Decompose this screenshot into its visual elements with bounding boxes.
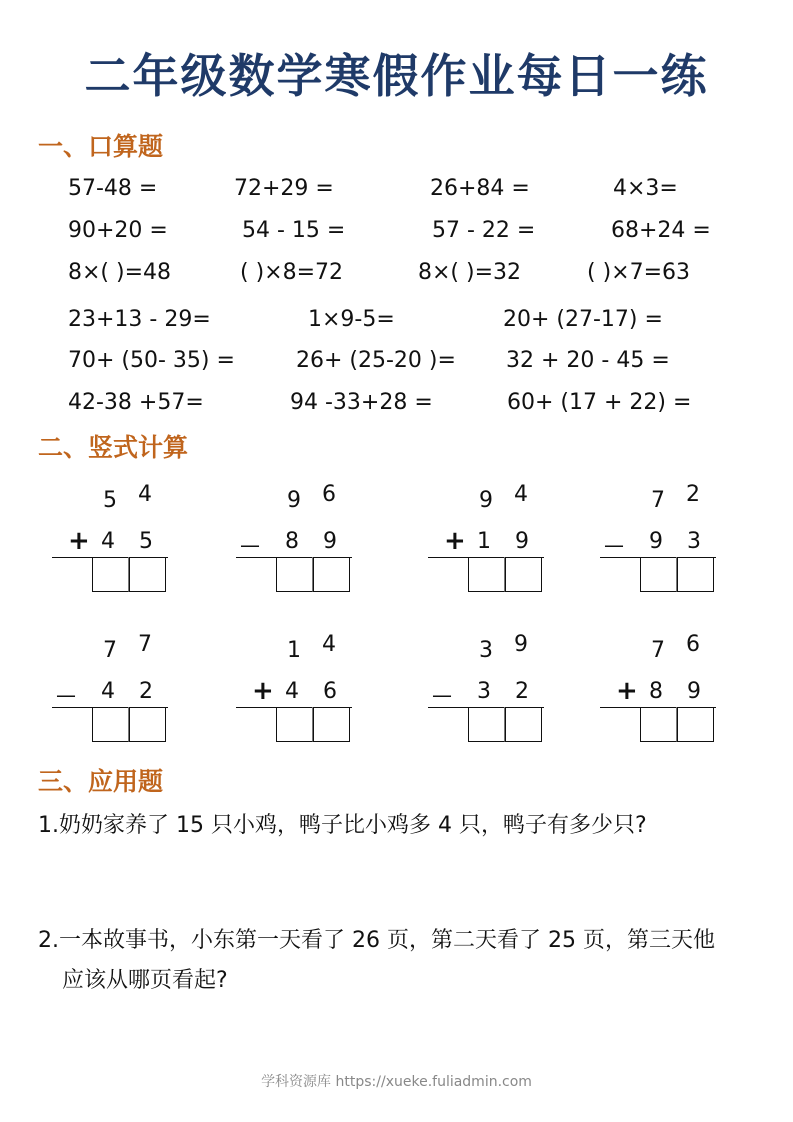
answer-box-ones[interactable] <box>128 707 166 742</box>
footer-watermark: 学科资源库 https://xueke.fuliadmin.com <box>261 1074 532 1090</box>
oral-item: 70+ (50- 35) = <box>68 348 235 373</box>
oral-item: ( )×7=63 <box>587 260 691 285</box>
bottom-ones-digit: 9 <box>687 679 701 704</box>
top-tens-digit: 9 <box>479 488 493 513</box>
top-ones-digit: 6 <box>322 482 336 507</box>
top-tens-digit: 7 <box>651 638 665 663</box>
bottom-ones-digit: 9 <box>323 529 337 554</box>
answer-box-ones[interactable] <box>504 707 542 742</box>
oral-item: 8×( )=32 <box>418 260 522 285</box>
oral-item: 94 -33+28 = <box>290 390 433 415</box>
oral-item: 90+20 = <box>68 218 168 243</box>
vertical-calculation <box>52 630 192 740</box>
vertical-calculation <box>600 630 740 740</box>
minus-sign: — <box>604 533 624 557</box>
vertical-calculation <box>600 480 740 590</box>
answer-box-tens[interactable] <box>468 707 506 742</box>
top-tens-digit: 1 <box>287 638 301 663</box>
top-tens-digit: 5 <box>103 488 117 513</box>
vertical-calculation <box>236 480 376 590</box>
top-ones-digit: 4 <box>322 632 336 657</box>
minus-sign: — <box>432 683 452 707</box>
word-problem-2-line-1: 2.一本故事书，小东第一天看了 26 页，第二天看了 25 页，第三天他 <box>38 928 715 953</box>
plus-sign: + <box>252 676 274 706</box>
answer-box-tens[interactable] <box>92 707 130 742</box>
top-ones-digit: 7 <box>138 632 152 657</box>
vertical-calculation <box>428 630 568 740</box>
bottom-ones-digit: 2 <box>515 679 529 704</box>
answer-box-ones[interactable] <box>312 557 350 592</box>
top-ones-digit: 4 <box>514 482 528 507</box>
top-tens-digit: 3 <box>479 638 493 663</box>
top-ones-digit: 9 <box>514 632 528 657</box>
oral-item: 26+ (25-20 )= <box>296 348 456 373</box>
answer-box-ones[interactable] <box>676 557 714 592</box>
answer-box-ones[interactable] <box>676 707 714 742</box>
section-word-problems-heading: 三、应用题 <box>38 767 164 796</box>
vertical-calculation <box>52 480 192 590</box>
oral-item: 57 - 22 = <box>432 218 536 243</box>
bottom-tens-digit: 8 <box>285 529 299 554</box>
plus-sign: + <box>616 676 638 706</box>
oral-item: 20+ (27-17) = <box>503 307 663 332</box>
oral-item: ( )×8=72 <box>240 260 344 285</box>
word-problem-1: 1.奶奶家养了 15 只小鸡，鸭子比小鸡多 4 只，鸭子有多少只? <box>38 813 647 838</box>
answer-box-tens[interactable] <box>640 707 678 742</box>
oral-item: 4×3= <box>613 176 678 201</box>
oral-item: 23+13 - 29= <box>68 307 211 332</box>
top-ones-digit: 4 <box>138 482 152 507</box>
page-title: 二年级数学寒假作业每日一练 <box>84 49 709 103</box>
answer-box-ones[interactable] <box>312 707 350 742</box>
top-tens-digit: 7 <box>103 638 117 663</box>
oral-item: 57-48 = <box>68 176 158 201</box>
bottom-ones-digit: 3 <box>687 529 701 554</box>
oral-item: 72+29 = <box>234 176 334 201</box>
answer-box-tens[interactable] <box>640 557 678 592</box>
answer-box-ones[interactable] <box>128 557 166 592</box>
bottom-tens-digit: 9 <box>649 529 663 554</box>
bottom-tens-digit: 3 <box>477 679 491 704</box>
bottom-tens-digit: 4 <box>285 679 299 704</box>
top-ones-digit: 2 <box>686 482 700 507</box>
answer-box-ones[interactable] <box>504 557 542 592</box>
oral-item: 1×9-5= <box>308 307 395 332</box>
bottom-tens-digit: 4 <box>101 529 115 554</box>
plus-sign: + <box>68 526 90 556</box>
minus-sign: — <box>240 533 260 557</box>
top-tens-digit: 9 <box>287 488 301 513</box>
word-problem-2-line-2: 应该从哪页看起? <box>62 968 228 993</box>
bottom-ones-digit: 6 <box>323 679 337 704</box>
oral-item: 54 - 15 = <box>242 218 346 243</box>
top-ones-digit: 6 <box>686 632 700 657</box>
oral-item: 8×( )=48 <box>68 260 172 285</box>
answer-box-tens[interactable] <box>468 557 506 592</box>
bottom-ones-digit: 9 <box>515 529 529 554</box>
bottom-tens-digit: 8 <box>649 679 663 704</box>
minus-sign: — <box>56 683 76 707</box>
oral-item: 68+24 = <box>611 218 711 243</box>
top-tens-digit: 7 <box>651 488 665 513</box>
bottom-ones-digit: 5 <box>139 529 153 554</box>
answer-box-tens[interactable] <box>276 707 314 742</box>
bottom-tens-digit: 1 <box>477 529 491 554</box>
answer-box-tens[interactable] <box>92 557 130 592</box>
bottom-tens-digit: 4 <box>101 679 115 704</box>
oral-item: 42-38 +57= <box>68 390 204 415</box>
vertical-calculation <box>428 480 568 590</box>
section-vertical-heading: 二、竖式计算 <box>38 433 189 462</box>
oral-item: 60+ (17 + 22) = <box>507 390 692 415</box>
vertical-calculation <box>236 630 376 740</box>
plus-sign: + <box>444 526 466 556</box>
oral-item: 26+84 = <box>430 176 530 201</box>
oral-item: 32 + 20 - 45 = <box>506 348 670 373</box>
section-oral-heading: 一、口算题 <box>38 132 164 161</box>
answer-box-tens[interactable] <box>276 557 314 592</box>
bottom-ones-digit: 2 <box>139 679 153 704</box>
